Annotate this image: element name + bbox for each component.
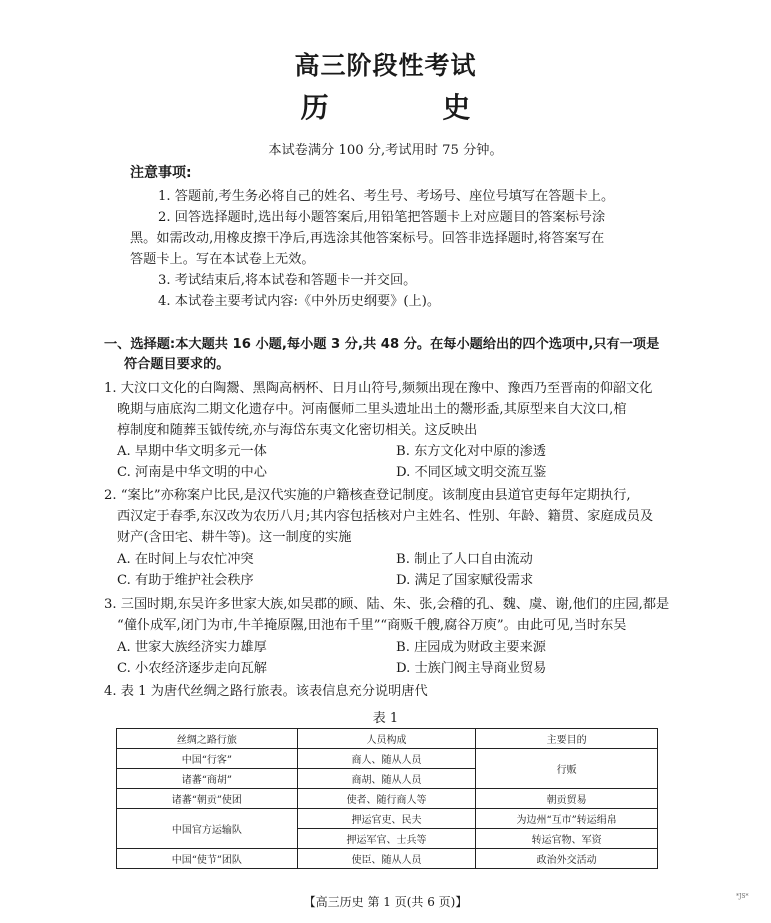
q3-option-d[interactable]: D. 士族门阀主导商业贸易 [396, 661, 547, 676]
table-cell: 押运官吏、民夫 [297, 809, 476, 829]
corner-mark: *JS* [736, 893, 749, 900]
notice-line: 答题卡上。写在本试卷上无效。 [130, 252, 315, 267]
notice-line: 4. 本试卷主要考试内容:《中外历史纲要》(上)。 [158, 294, 441, 309]
table-cell: 政治外交活动 [476, 849, 658, 869]
table-row [117, 809, 658, 829]
subject-title: 历 史 [300, 91, 523, 124]
q2-option-c[interactable]: C. 有助于维护社会秩序 [117, 573, 254, 588]
table-cell: 中国官方运输队 [117, 809, 298, 849]
question-3-text: “僮仆成军,闭门为市,牛羊掩原隰,田池布千里”“商贩千艘,腐谷万庾”。由此可见,当时东吴 [117, 618, 627, 633]
table-header: 主要目的 [476, 729, 658, 749]
question-2-text: 2. “案比”亦称案户比民,是汉代实施的户籍核查登记制度。该制度由县道官吏每年定期执行, [104, 488, 631, 503]
q1-option-b[interactable]: B. 东方文化对中原的渗透 [396, 444, 546, 459]
q3-option-c[interactable]: C. 小农经济逐步走向瓦解 [117, 661, 267, 676]
question-4-text: 4. 表 1 为唐代丝绸之路行旅表。该表信息充分说明唐代 [104, 684, 428, 699]
table-cell: 朝贡贸易 [476, 789, 658, 809]
q3-option-b[interactable]: B. 庄园成为财政主要来源 [396, 640, 546, 655]
table-cell: 为边州“互市”转运绢帛 [476, 809, 658, 829]
table-header: 丝绸之路行旅 [117, 729, 298, 749]
table-cell: 押运军官、士兵等 [297, 829, 476, 849]
silk-road-table [116, 728, 658, 869]
table-row [117, 789, 658, 809]
page-footer: 【高三历史 第 1 页(共 6 页)】 [303, 895, 468, 909]
question-2-text: 西汉定于春季,东汉改为农历八月;其内容包括核对户主姓名、性别、年龄、籍贯、家庭成员及 [117, 509, 654, 524]
table-cell: 诸蕃“商胡” [117, 769, 298, 789]
q3-option-a[interactable]: A. 世家大族经济实力雄厚 [117, 640, 267, 655]
q1-option-d[interactable]: D. 不同区域文明交流互鉴 [396, 465, 547, 480]
intro-text: 本试卷满分 100 分,考试用时 75 分钟。 [268, 143, 503, 158]
q1-option-a[interactable]: A. 早期中华文明多元一体 [117, 444, 267, 459]
section-heading: 一、选择题:本大题共 16 小题,每小题 3 分,共 48 分。在每小题给出的四个选项中,只有一项是 [104, 337, 660, 352]
q2-option-d[interactable]: D. 满足了国家赋役需求 [396, 573, 534, 588]
table-cell: 使臣、随从人员 [297, 849, 476, 869]
notice-line: 3. 考试结束后,将本试卷和答题卡一并交回。 [158, 273, 417, 288]
question-3-text: 3. 三国时期,东吴许多世家大族,如吴郡的顾、陆、朱、张,会稽的孔、魏、虞、谢,他们的庄园,都是 [104, 597, 670, 612]
table-row [117, 849, 658, 869]
table-cell: 商人、随从人员 [297, 749, 476, 769]
question-2-text: 财产(含田宅、耕牛等)。这一制度的实施 [117, 530, 352, 545]
q1-option-c[interactable]: C. 河南是中华文明的中心 [117, 465, 267, 480]
notice-line: 黑。如需改动,用橡皮擦干净后,再选涂其他答案标号。回答非选择题时,将答案写在 [130, 231, 605, 246]
table-cell: 商胡、随从人员 [297, 769, 476, 789]
table-cell: 中国“使节”团队 [117, 849, 298, 869]
table-cell: 转运官物、军资 [476, 829, 658, 849]
table-header-row [117, 729, 658, 749]
table-caption: 表 1 [372, 711, 399, 726]
table-header: 人员构成 [297, 729, 476, 749]
q2-option-a[interactable]: A. 在时间上与农忙冲突 [117, 552, 254, 567]
table-row [117, 749, 658, 769]
question-1-text: 椁制度和随葬玉钺传统,亦与海岱东夷文化密切相关。这反映出 [117, 423, 478, 438]
notice-line: 1. 答题前,考生务必将自己的姓名、考生号、考场号、座位号填写在答题卡上。 [158, 189, 615, 204]
notice-heading: 注意事项: [130, 165, 192, 181]
question-1-text: 1. 大汶口文化的白陶鬶、黑陶高柄杯、日月山符号,频频出现在豫中、豫西乃至晋南的仰韶文化 [104, 381, 653, 396]
table-cell: 中国“行客” [117, 749, 298, 769]
section-heading-cont: 符合题目要求的。 [124, 357, 230, 372]
notice-line: 2. 回答选择题时,选出每小题答案后,用铅笔把答题卡上对应题目的答案标号涂 [158, 210, 606, 225]
table-cell: 行贩 [476, 749, 658, 789]
exam-title: 高三阶段性考试 [294, 51, 477, 80]
question-1-text: 晚期与庙底沟二期文化遗存中。河南偃师二里头遗址出土的鬶形盉,其原型来自大汶口,棺 [117, 402, 627, 417]
table-cell: 使者、随行商人等 [297, 789, 476, 809]
table-cell: 诸蕃“朝贡”使团 [117, 789, 298, 809]
q2-option-b[interactable]: B. 制止了人口自由流动 [396, 552, 533, 567]
